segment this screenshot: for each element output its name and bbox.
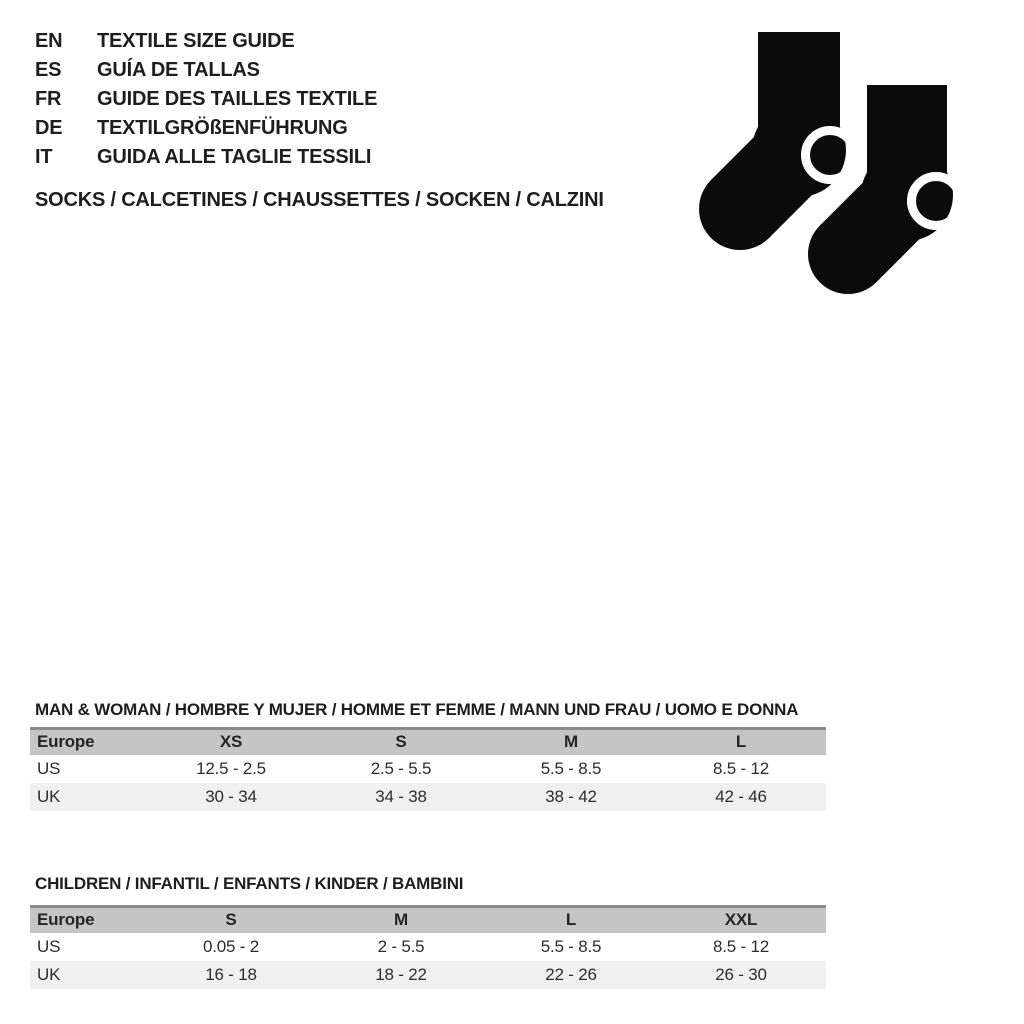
language-row-es — [35, 56, 377, 85]
size-value: 34 - 38 — [375, 786, 427, 806]
size-value: 0.05 - 2 — [202, 936, 260, 956]
language-title: TEXTILE SIZE GUIDE — [97, 30, 295, 52]
header-region: Europe — [30, 907, 146, 933]
size-value: 12.5 - 2.5 — [196, 758, 266, 778]
header-size: S — [316, 729, 486, 755]
language-row-en — [35, 27, 377, 56]
table-row-uk — [30, 961, 826, 989]
language-title: GUIDE DES TAILLES TEXTILE — [97, 88, 378, 110]
language-code: FR — [35, 88, 62, 110]
language-row-fr — [35, 85, 377, 114]
language-code: DE — [35, 117, 63, 139]
header-region: Europe — [30, 729, 146, 755]
category-line: SOCKS / CALCETINES / CHAUSSETTES / SOCKEN / CALZINI — [35, 189, 604, 211]
size-value: 30 - 34 — [205, 786, 257, 806]
size-value: 5.5 - 8.5 — [540, 758, 602, 778]
size-value: 2.5 - 5.5 — [370, 758, 432, 778]
language-title: GUIDA ALLE TAGLIE TESSILI — [97, 146, 372, 168]
size-table-children — [30, 905, 826, 989]
table-header-row — [30, 907, 826, 933]
table-title-man-woman: MAN & WOMAN / HOMBRE Y MUJER / HOMME ET FEMME / MANN UND FRAU / UOMO E DONNA — [35, 700, 799, 719]
table-row-uk — [30, 783, 826, 811]
table-title-children: CHILDREN / INFANTIL / ENFANTS / KINDER / BAMBINI — [35, 874, 464, 893]
language-title: TEXTILGRÖßENFÜHRUNG — [97, 117, 348, 139]
header-size: L — [486, 907, 656, 933]
size-value: 5.5 - 8.5 — [540, 936, 602, 956]
size-value: 22 - 26 — [545, 964, 597, 984]
size-value: 42 - 46 — [715, 786, 767, 806]
header-size: M — [486, 729, 656, 755]
header-size: L — [656, 729, 826, 755]
header-size: XXL — [656, 907, 826, 933]
row-label: US — [37, 758, 61, 778]
size-value: 38 - 42 — [545, 786, 597, 806]
language-code: EN — [35, 30, 63, 52]
table-row-us — [30, 755, 826, 783]
table-row-us — [30, 933, 826, 961]
language-code: IT — [35, 146, 53, 168]
language-row-it — [35, 143, 377, 172]
language-title: GUÍA DE TALLAS — [97, 59, 260, 81]
header-size: M — [316, 907, 486, 933]
size-value: 8.5 - 12 — [712, 936, 770, 956]
size-value: 18 - 22 — [375, 964, 427, 984]
language-row-de — [35, 114, 377, 143]
header-size: XS — [146, 729, 316, 755]
language-code: ES — [35, 59, 62, 81]
row-label: US — [37, 936, 61, 956]
table-header-row — [30, 729, 826, 755]
language-list — [35, 27, 377, 172]
header-size: S — [146, 907, 316, 933]
size-value: 2 - 5.5 — [377, 936, 425, 956]
size-value: 26 - 30 — [715, 964, 767, 984]
socks-icon — [680, 10, 980, 310]
size-value: 16 - 18 — [205, 964, 257, 984]
row-label: UK — [37, 964, 61, 984]
size-value: 8.5 - 12 — [712, 758, 770, 778]
size-table-man-woman — [30, 727, 826, 811]
row-label: UK — [37, 786, 61, 806]
